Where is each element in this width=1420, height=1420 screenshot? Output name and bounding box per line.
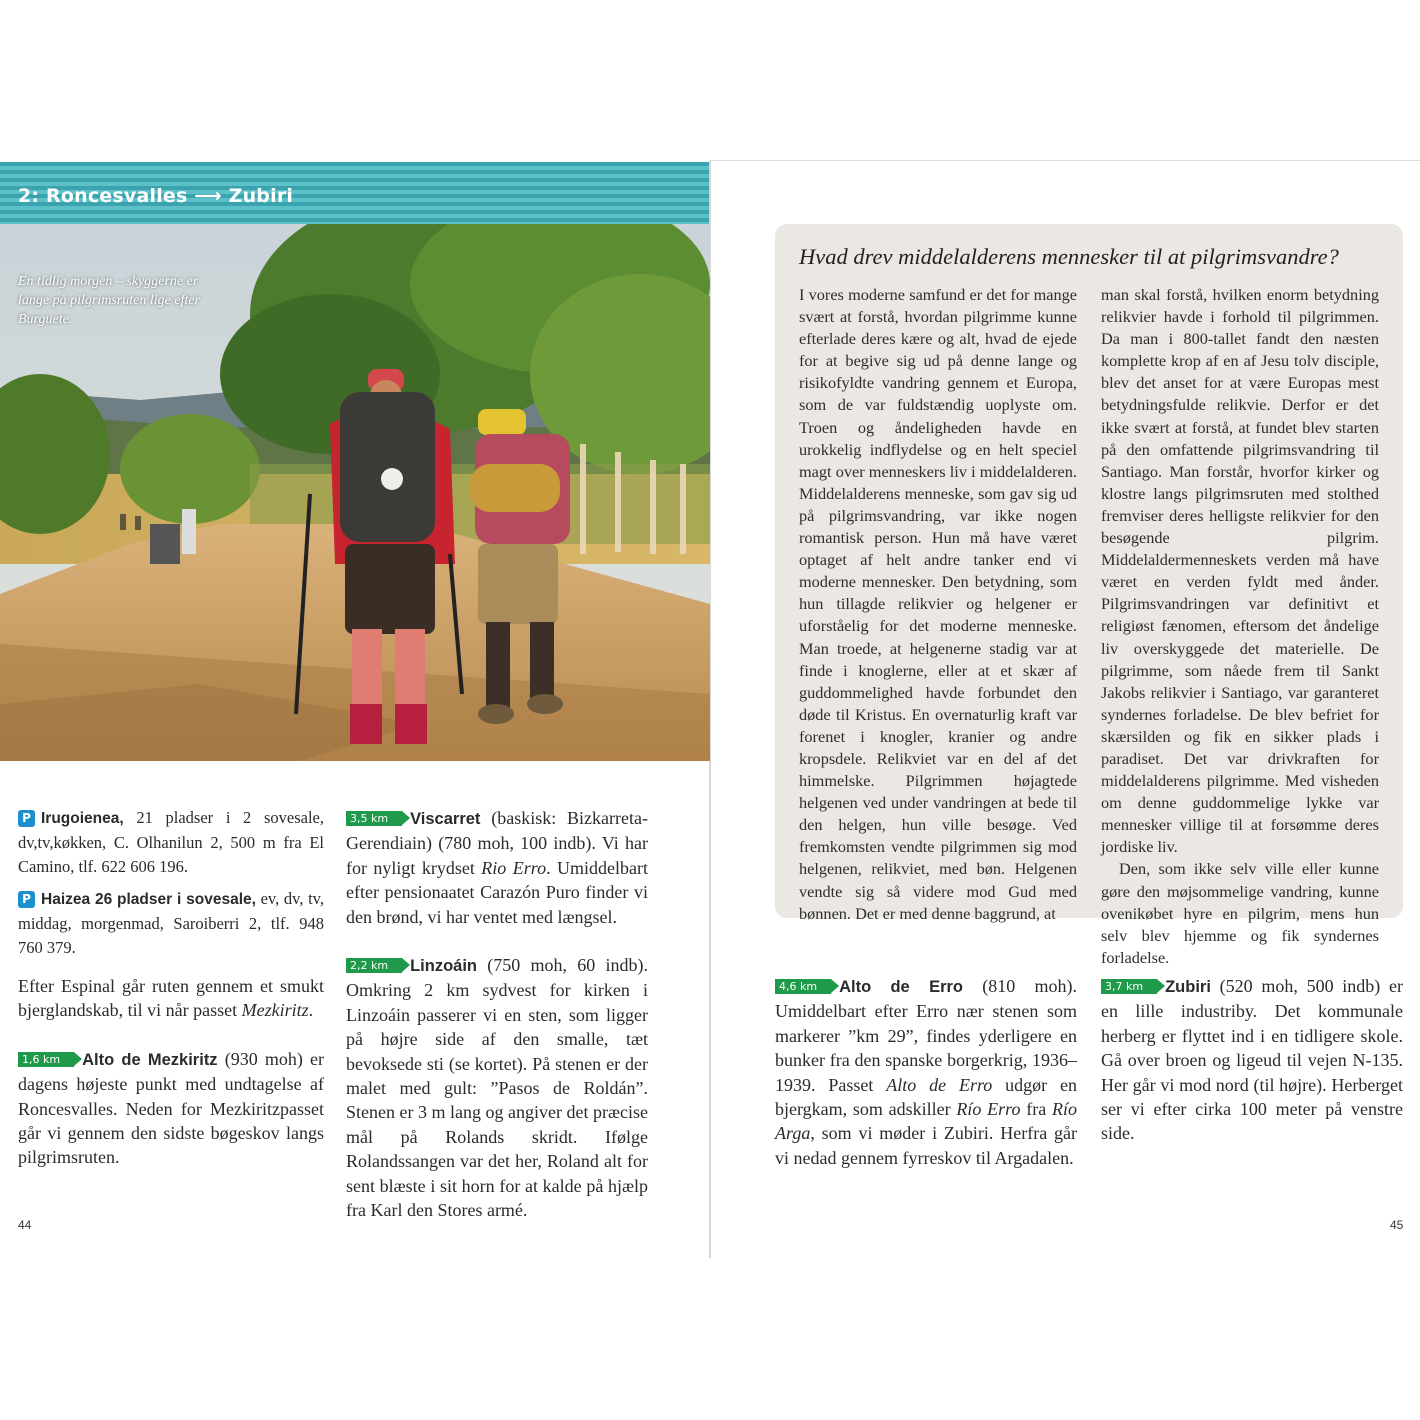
stage-text: . Umiddelbart efter pensionaatet Carazón Puro finder vi den brønd, vi har ventet med længsel. xyxy=(346,857,648,927)
distance-badge: 2,2 km xyxy=(346,958,402,973)
stage-name: Viscarret xyxy=(410,810,481,828)
lodging-icon: P xyxy=(18,891,35,908)
body-text: . xyxy=(308,1000,314,1021)
sidebar-box xyxy=(775,224,1403,967)
stage-entry-zubiri xyxy=(1101,974,1403,1146)
stage-entry-alto-de-erro xyxy=(775,974,1077,1170)
stage-text: , som vi møder i Zubiri. Herfra går vi nedad gennem fyrreskov til Argadalen. xyxy=(775,1123,1077,1168)
place-italic: Mezkiritz xyxy=(241,1000,309,1021)
stage-text: udgør en bjergkam, som adskiller xyxy=(775,1074,1078,1120)
lodging-entry-haizea xyxy=(18,887,324,960)
top-rule xyxy=(711,160,1420,161)
left-column-1 xyxy=(18,806,324,1170)
sidebar-box-text: I vores moderne samfund er det for mange svært at forstå, hvordan pilgrimme kunne efterlade deres kære og alt, hvad de ejede for at begive sig ud på denne lange og risikofyldte vandring gennem et Europa, som de var fuldstændig uoplyste om. Troen og åndeligheden havde en urokkelig indflydelse og en helt speciel magt over menneskers liv i middelalderen. Middelalderens menneske, som gav sig ud på pilgrimsvandring, var ikke nogen romantisk person. Hun må have været optaget af helt andre tanker end vi moderne mennesker. Den betydning, som hun tillagde relikvier og helgener er uforståelig for det moderne menneske. Man troede, at helgenerne stadig var at finde i knoglerne, eller at et skær af guddommelighed havde forbundet den døde til Kristus. En overnaturlig kraft var forenet i knogler, kranier og andre kropsdele. Relikviet var en del af det himmelske. Pilgrimmen højagtede helgenen ved under vandringen at bede til den helgen, hun ville besøge. Ved fremkomsten vendte pilgrimmen sig mod helgenen, relikviet, med bøn. Helgenen vendte sig så videre mod Gud med bønnen. Det er med denne baggrund, at xyxy=(799,285,1077,923)
place-italic: Rio Erro xyxy=(481,857,547,878)
lodging-entry-irugoienea xyxy=(18,806,324,879)
lodging-details: 21 pladser i 2 sovesale, dv,tv,køkken, C. Olhanilun 2, 500 m fra El Camino, tlf. 622 606 196. xyxy=(18,808,324,876)
stage-entry-linzoain xyxy=(346,953,648,1222)
distance-badge: 1,6 km xyxy=(18,1052,74,1067)
lodging-name: Irugoienea, xyxy=(41,810,124,827)
page-number-left: 44 xyxy=(18,1218,32,1232)
lodging-icon: P xyxy=(18,810,35,827)
stage-name: Alto de Mezkiritz xyxy=(82,1050,218,1069)
stage-text: (930 moh) er dagens højeste punkt med undtagelse af Roncesvalles. Neden for Mezkiritzpasset går vi gennem den sidste bøgeskov langs pilgrimsruten. xyxy=(18,1048,324,1168)
place-italic: Alto de Erro xyxy=(886,1074,993,1095)
stage-text: (750 moh, 60 indb). Omkring 2 km sydvest for kirken i Linzoáin passerer vi en sten, som ligger på højre side af den smalle, tæt bevoksede sti (se kortet). På stenen er der malet med gult: ”Pasos de Roldán”. Stenen er 3 m lang og angiver det præcise mål på Rolands skridt. Ifølge Rolandssangen var det her, Roland alt for sent blæste i sit horn for at kalde på hjælp fra Karl den Stores armé. xyxy=(346,955,648,1221)
sidebar-box-text: Den, som ikke selv ville eller kunne gøre den møjsommelige vandring, kunne ovenikøbet hyre en pilgrim, mens hun selv blev hjemme og fik syndernes forladelse. xyxy=(1101,859,1379,967)
stage-text: (baskisk: Bizkarreta-Gerendiain) (780 moh, 100 indb). Vi har for nyligt krydset xyxy=(346,808,648,878)
stage-name: Linzoáin xyxy=(410,957,477,976)
distance-badge: 4,6 km xyxy=(775,979,831,994)
stage-entry-viscarret xyxy=(346,806,648,929)
lodging-details: ev, dv, tv, middag, morgenmad, Saroiberri 2, tlf. 948 760 379. xyxy=(18,889,324,957)
stage-text: fra xyxy=(1020,1099,1052,1120)
sidebar-box-title: Hvad drev middelalderens mennesker til at pilgrimsvandre? xyxy=(799,244,1339,269)
stage-entry-mezkiritz xyxy=(18,1047,324,1170)
body-text: Efter Espinal går ruten gennem et smukt bjerglandskab, til vi når passet xyxy=(18,976,324,1021)
stage-text: (520 moh, 500 indb) er en lille industriby. Det kommunale herberg er flyttet ind i en tidligere skole. Gå over broen og ligeud til vejen N-135. Her går vi mod nord (til højre). Herberget ser vi efter cirka 100 meter på venstre side. xyxy=(1101,976,1403,1144)
left-column-2 xyxy=(346,806,648,1223)
sidebar-box-text: man skal forstå, hvilken enorm betydning relikvier havde i forhold til pilgrimmen. Da man i 800-tallet fandt den næsten komplette krop af en af Jesu tolv disciple, blev det anset for at være Europas mest betydningsfulde relikvie. Derfor er det ikke svært at forstå, at fundet blev starten på den omfattende pilgrimsvandring til Santiago. Man forstår, hvorfor kirker og klostre langs pilgrimsruten med stolthed fremviser deres helligste relikvier for den besøgende pilgrim. Middelaldermenneskets verden må have været en verden fyldt med ånder. Pilgrimsvandringen var definitivt et religiøst fænomen, eftersom det åndelige liv overskyggede det materielle. De pilgrimme, som nåede frem til Sankt Jakobs relikvier i Santiago, var garanteret syndernes forladelse. De blev befriet for skærsilden og fik en sikker plads i paradiset. Det var drivkraften for middelalderens pilgrimme. Med visheden om denne guddommelige lykke var mennesker villige til at forsømme deres jordiske liv. xyxy=(1101,285,1379,857)
distance-badge: 3,7 km xyxy=(1101,979,1157,994)
chapter-title: 2: Roncesvalles ⟶ Zubiri xyxy=(18,185,294,207)
lodging-name: Haizea 26 pladser i sovesale, xyxy=(41,891,256,908)
photo-caption: En tidlig morgen – skyggerne er lange på pilgrimsruten lige efter Burguete. xyxy=(18,274,200,327)
place-italic: Río Erro xyxy=(956,1099,1021,1120)
page-number-right: 45 xyxy=(1390,1218,1404,1232)
stage-text: (810 moh). Umiddelbart efter Erro nær stenen som markerer ”km 29”, findes yderligere en bunker fra den spanske borgerkrig, 1936–1939. Passet xyxy=(775,976,1077,1095)
body-paragraph-espinal xyxy=(18,974,324,1023)
stage-name: Alto de Erro xyxy=(839,978,963,996)
sidebar-box-column-1 xyxy=(799,284,1077,925)
distance-badge: 3,5 km xyxy=(346,811,402,826)
right-column-1 xyxy=(775,974,1077,1170)
sidebar-box-column-2 xyxy=(1101,284,1379,969)
chapter-header-band xyxy=(0,162,710,224)
place-italic: Río Arga xyxy=(775,1099,1077,1144)
stage-name: Zubiri xyxy=(1165,978,1211,996)
right-column-2 xyxy=(1101,974,1403,1146)
